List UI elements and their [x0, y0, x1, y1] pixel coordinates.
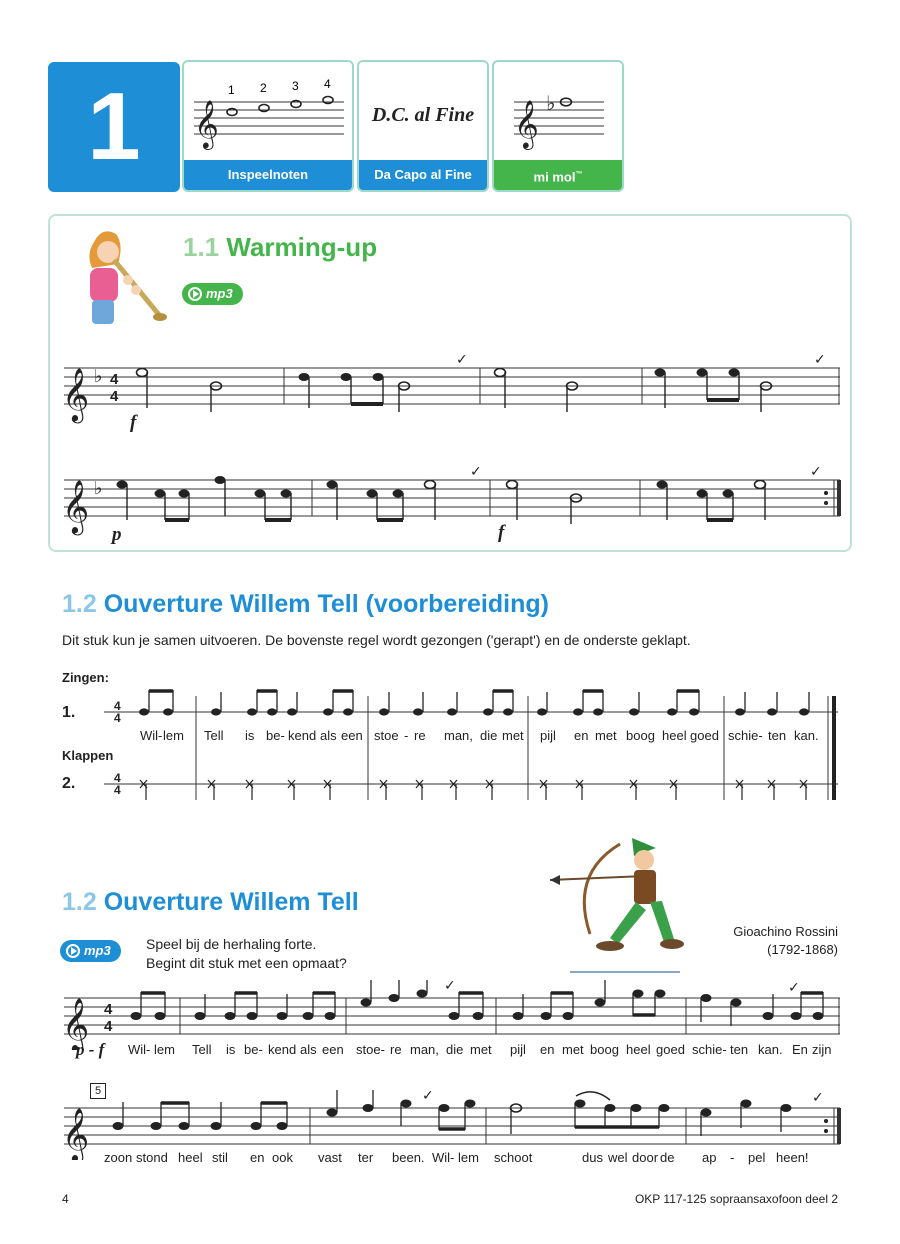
svg-text:𝄞: 𝄞 [62, 998, 90, 1050]
lyric: met [595, 728, 617, 743]
lyric: met [502, 728, 524, 743]
svg-text:4: 4 [110, 371, 119, 388]
play-icon [66, 944, 80, 958]
lyric: man, [444, 728, 473, 743]
lyric: zoon [104, 1150, 133, 1165]
measure-number-box: 5 [90, 1083, 106, 1099]
voorbereiding-intro: Dit stuk kun je samen uitvoeren. De bovenste regel wordt gezongen ('gerapt') en de onderste geklapt. [62, 632, 691, 648]
lyric: wel [608, 1150, 628, 1165]
svg-text:✓: ✓ [422, 1090, 434, 1103]
lyric: heel [178, 1150, 203, 1165]
mp3-button-warming-up[interactable]: mp3 [182, 283, 243, 305]
lyric: ook [272, 1150, 293, 1165]
lyric: goed [656, 1042, 685, 1057]
card-label-inspeelnoten: Inspeelnoten [184, 160, 352, 190]
svg-text:✓: ✓ [788, 980, 800, 995]
lyric: schie- [692, 1042, 727, 1057]
lyric: pijl [510, 1042, 526, 1057]
lyric: En [792, 1042, 808, 1057]
svg-text:♭: ♭ [546, 93, 556, 115]
lyric: pel [748, 1150, 766, 1165]
mp3-button-ouverture[interactable]: mp3 [60, 940, 121, 962]
lyric: en [250, 1150, 265, 1165]
instruction-opmaat: Begint dit stuk met een opmaat? [146, 955, 347, 971]
lyric: is [245, 728, 255, 743]
lyric: re [414, 728, 426, 743]
svg-text:𝄞: 𝄞 [514, 100, 539, 147]
ouverture-title: 1.2 Ouverture Willem Tell [62, 888, 359, 916]
lyric: Wil- [432, 1150, 455, 1165]
card-label-mi-mol: mi mol™ [494, 160, 622, 190]
lyric: re [390, 1042, 402, 1057]
lyric: pijl [540, 728, 556, 743]
lyric: lem [154, 1042, 175, 1057]
lyric: en [574, 728, 589, 743]
lyric: is [226, 1042, 236, 1057]
lyric: kend [268, 1042, 297, 1057]
lyric: een [341, 728, 363, 743]
lyric: been. [392, 1150, 425, 1165]
lyric: stil [212, 1150, 228, 1165]
ouverture-lyrics-row2 [0, 1150, 900, 1170]
lyric: boog [626, 728, 655, 743]
lyric: boog [590, 1042, 619, 1057]
warming-up-staff-2 [60, 462, 845, 542]
svg-text:𝄞: 𝄞 [62, 368, 90, 420]
dynamic-p-f: p - f [76, 1040, 105, 1059]
svg-text:4: 4 [104, 1018, 113, 1035]
play-icon [188, 287, 202, 301]
svg-text:4: 4 [104, 1001, 113, 1018]
svg-text:✓: ✓ [456, 351, 468, 367]
svg-text:4: 4 [114, 783, 121, 797]
lyric: als [320, 728, 337, 743]
lyric: schoot [494, 1150, 533, 1165]
lyric: dus [582, 1150, 603, 1165]
lyric: de [660, 1150, 675, 1165]
lyric: een [322, 1042, 344, 1057]
lyric: heel [626, 1042, 651, 1057]
composer-years: (1792-1868) [767, 942, 838, 957]
svg-text:4: 4 [114, 711, 121, 725]
svg-text:♭: ♭ [94, 478, 103, 498]
lyric: Tell [204, 728, 224, 743]
lyric: zijn [812, 1042, 832, 1057]
lyric: lem [163, 728, 184, 743]
line-number-1: 1. [62, 704, 76, 721]
lyric: ter [358, 1150, 374, 1165]
lyric: man, [410, 1042, 439, 1057]
lyric: schie- [728, 728, 763, 743]
warming-up-staff-1 [60, 350, 845, 430]
lyric: kend [288, 728, 317, 743]
svg-text:✓: ✓ [812, 1090, 824, 1105]
svg-text:♭: ♭ [94, 366, 103, 386]
lyric: stoe [374, 728, 399, 743]
lyric: kan. [794, 728, 819, 743]
lyric: ten [730, 1042, 749, 1057]
svg-text:𝄞: 𝄞 [194, 100, 219, 147]
svg-text:4: 4 [110, 388, 119, 405]
card-da-capo [357, 60, 489, 192]
lyric: ten [768, 728, 787, 743]
mi-mol-staff [494, 62, 622, 162]
lyric: door [632, 1150, 659, 1165]
lyric: lem [458, 1150, 479, 1165]
lyric: be- [266, 728, 285, 743]
lyric: die [446, 1042, 464, 1057]
lyric: heen! [776, 1150, 809, 1165]
line-number-2: 2. [62, 775, 76, 792]
svg-text:𝄞: 𝄞 [62, 480, 90, 532]
lyric: en [540, 1042, 555, 1057]
chapter-number: 1 [48, 62, 180, 192]
note-number-4: 4 [324, 77, 331, 91]
page-number: 4 [62, 1192, 69, 1206]
lyric: Tell [192, 1042, 212, 1057]
lyric: als [300, 1042, 317, 1057]
lyric: stond [136, 1150, 168, 1165]
label-zingen: Zingen: [62, 670, 109, 685]
card-mi-mol [492, 60, 624, 192]
note-number-3: 3 [292, 79, 299, 93]
svg-text:✓: ✓ [814, 351, 826, 367]
ouverture-lyrics-row1 [0, 1042, 900, 1062]
lyric: met [470, 1042, 492, 1057]
svg-text:✓: ✓ [810, 463, 822, 479]
lyric: Wil- [140, 728, 163, 743]
card-inspeelnoten [182, 60, 354, 192]
dynamic-piano: p [112, 524, 122, 545]
lyric: vast [318, 1150, 342, 1165]
lyric: Wil- [128, 1042, 151, 1057]
note-number-1: 1 [228, 83, 235, 97]
lyric: stoe- [356, 1042, 385, 1057]
label-klappen: Klappen [62, 748, 114, 763]
lyric: be- [244, 1042, 263, 1057]
lyric: - [730, 1150, 735, 1165]
lyric: goed [690, 728, 719, 743]
dynamic-forte-1: f [130, 412, 137, 433]
girl-saxophone-illustration [72, 224, 172, 340]
note-number-2: 2 [260, 81, 267, 95]
lyric: heel [662, 728, 687, 743]
lyric: met [562, 1042, 584, 1057]
composer-name: Gioachino Rossini [733, 924, 838, 939]
voorbereiding-title: 1.2 Ouverture Willem Tell (voorbereiding) [62, 590, 549, 618]
warming-up-title: 1.1 Warming-up [183, 232, 378, 262]
publication-code: OKP 117-125 sopraansaxofoon deel 2 [634, 1192, 838, 1206]
card-label-da-capo: Da Capo al Fine [359, 160, 487, 190]
svg-text:4: 4 [114, 699, 121, 713]
svg-text:𝄞: 𝄞 [62, 1108, 90, 1160]
lyric: - [404, 728, 409, 743]
svg-text:4: 4 [114, 771, 121, 785]
svg-text:✓: ✓ [470, 463, 482, 479]
svg-text:✓: ✓ [444, 980, 456, 993]
lyric: ap [702, 1150, 717, 1165]
dc-al-fine-text: D.C. al Fine [371, 104, 475, 126]
dynamic-forte-2: f [498, 522, 505, 543]
instruction-forte: Speel bij de herhaling forte. [146, 936, 317, 952]
lyric: die [480, 728, 498, 743]
inspeelnoten-staff [184, 62, 352, 162]
ouverture-staff-1 [60, 980, 845, 1050]
archer-illustration [550, 824, 690, 974]
lyric: kan. [758, 1042, 783, 1057]
voorbereiding-lyrics [0, 728, 900, 748]
